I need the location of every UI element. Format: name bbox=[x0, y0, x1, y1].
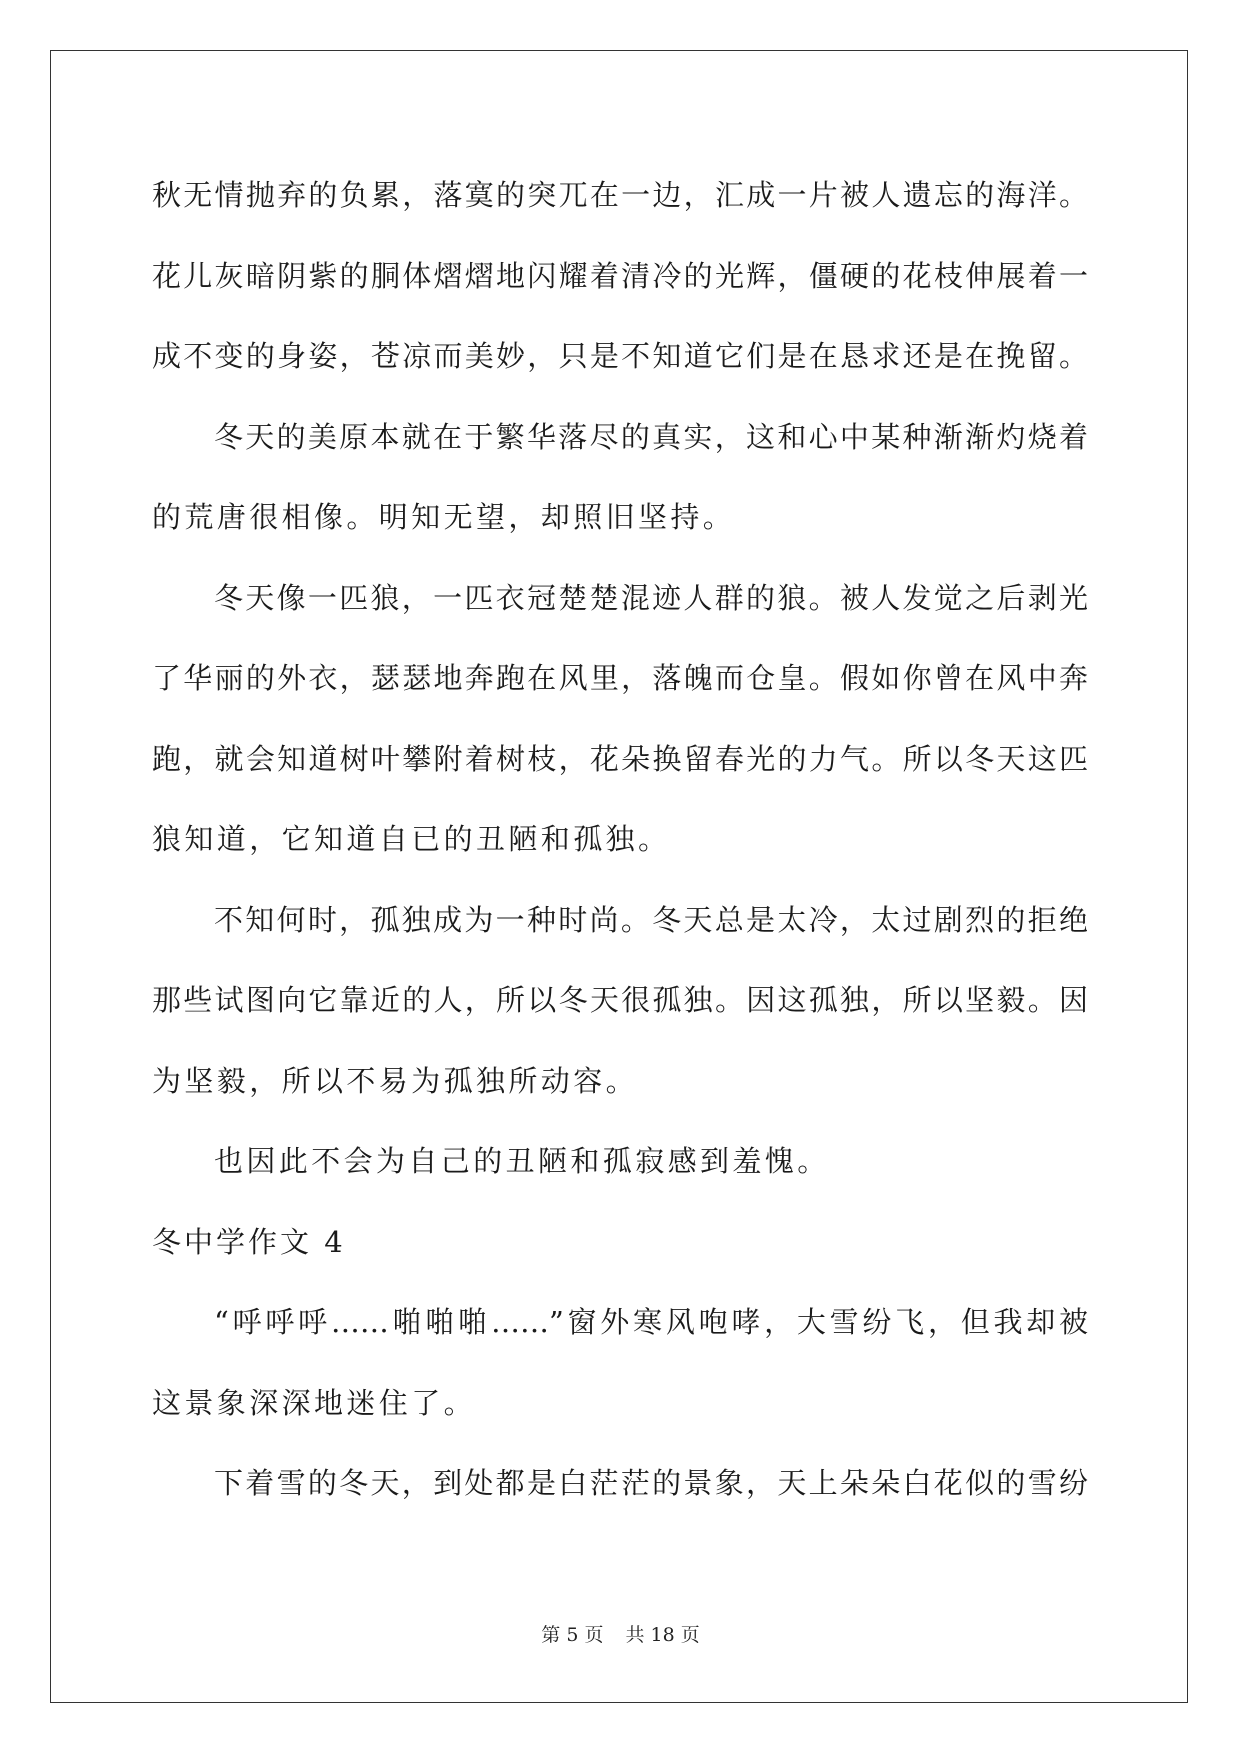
text-line: 狼知道，它知道自已的丑陋和孤独。 bbox=[152, 822, 671, 856]
text-line: 跑，就会知道树叶攀附着树枝，花朵换留春光的力气。所以冬天这匹 bbox=[152, 741, 1088, 776]
text-line: 秋无情抛弃的负累，落寞的突兀在一边，汇成一片被人遗忘的海洋。 bbox=[152, 178, 1088, 212]
text-line: 也因此不会为自己的丑陋和孤寂感到羞愧。 bbox=[214, 1144, 830, 1178]
text-line: “呼呼呼……啪啪啪……”窗外寒风咆哮，大雪纷飞，但我却被 bbox=[214, 1305, 1088, 1339]
text-line: 那些试图向它靠近的人，所以冬天很孤独。因这孤独，所以坚毅。因 bbox=[152, 983, 1088, 1017]
document-body bbox=[152, 155, 1088, 1524]
text-line: 冬天的美原本就在于繁华落尽的真实，这和心中某种渐渐灼烧着 bbox=[214, 419, 1088, 454]
page-total: 共 18 页 bbox=[625, 1624, 700, 1646]
section-heading: 冬中学作文 4 bbox=[152, 1224, 346, 1259]
text-line: 成不变的身姿，苍凉而美妙，只是不知道它们是在恳求还是在挽留。 bbox=[152, 339, 1088, 373]
text-line: 为坚毅，所以不易为孤独所动容。 bbox=[152, 1063, 639, 1098]
text-line: 这景象深深地迷住了。 bbox=[152, 1385, 477, 1420]
page-number: 第 5 页 bbox=[541, 1624, 604, 1646]
text-line: 冬天像一匹狼，一匹衣冠楚楚混迹人群的狼。被人发觉之后剥光 bbox=[214, 580, 1088, 615]
text-line: 了华丽的外衣，瑟瑟地奔跑在风里，落魄而仓皇。假如你曾在风中奔 bbox=[152, 661, 1088, 695]
page-footer bbox=[0, 1620, 1241, 1647]
text-line: 花儿灰暗阴紫的胴体熠熠地闪耀着清冷的光辉，僵硬的花枝伸展着一 bbox=[152, 258, 1088, 293]
text-line: 下着雪的冬天，到处都是白茫茫的景象，天上朵朵白花似的雪纷 bbox=[214, 1466, 1088, 1500]
text-line: 的荒唐很相像。明知无望，却照旧坚持。 bbox=[152, 500, 736, 534]
text-line: 不知何时，孤独成为一种时尚。冬天总是太冷，太过剧烈的拒绝 bbox=[214, 902, 1088, 937]
